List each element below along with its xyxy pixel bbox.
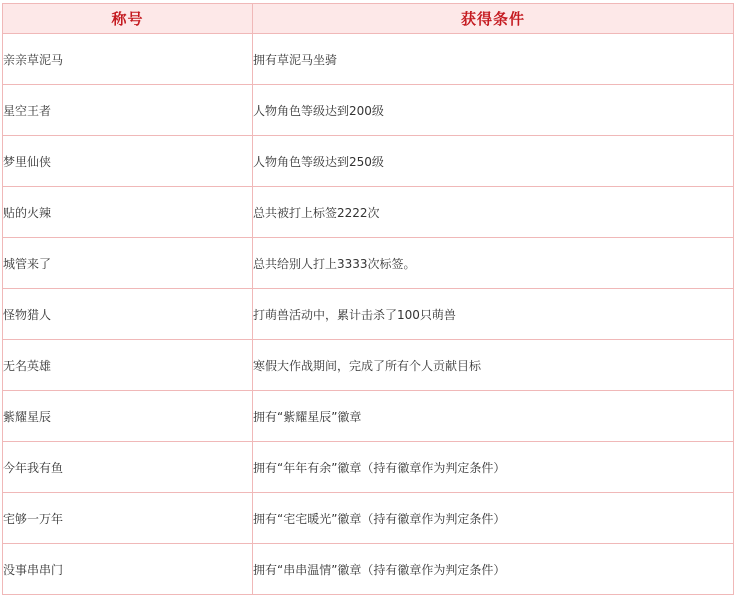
- header-title-column: 称号: [3, 4, 253, 34]
- title-cell: 怪物猎人: [3, 289, 253, 340]
- title-cell: 亲亲草泥马: [3, 34, 253, 85]
- condition-cell: 拥有“串串温情”徽章（持有徽章作为判定条件）: [253, 544, 734, 595]
- table-row: [3, 340, 734, 391]
- condition-cell: 人物角色等级达到250级: [253, 136, 734, 187]
- table-row: [3, 187, 734, 238]
- title-cell: 梦里仙侠: [3, 136, 253, 187]
- condition-cell: 拥有“宅宅暖光”徽章（持有徽章作为判定条件）: [253, 493, 734, 544]
- condition-cell: 人物角色等级达到200级: [253, 85, 734, 136]
- titles-table: [2, 3, 734, 595]
- table-row: [3, 493, 734, 544]
- title-cell: 贴的火辣: [3, 187, 253, 238]
- condition-cell: 拥有“年年有余”徽章（持有徽章作为判定条件）: [253, 442, 734, 493]
- title-cell: 星空王者: [3, 85, 253, 136]
- title-cell: 城管来了: [3, 238, 253, 289]
- table-row: [3, 34, 734, 85]
- title-cell: 无名英雄: [3, 340, 253, 391]
- header-condition-column: 获得条件: [253, 4, 734, 34]
- header-row: [3, 4, 734, 34]
- title-cell: 今年我有鱼: [3, 442, 253, 493]
- condition-cell: 寒假大作战期间，完成了所有个人贡献目标: [253, 340, 734, 391]
- table-row: [3, 544, 734, 595]
- condition-cell: 拥有草泥马坐骑: [253, 34, 734, 85]
- condition-cell: 打萌兽活动中，累计击杀了100只萌兽: [253, 289, 734, 340]
- table-row: [3, 289, 734, 340]
- table-row: [3, 136, 734, 187]
- table-row: [3, 238, 734, 289]
- title-cell: 紫耀星辰: [3, 391, 253, 442]
- table-row: [3, 442, 734, 493]
- condition-cell: 总共给别人打上3333次标签。: [253, 238, 734, 289]
- condition-cell: 拥有“紫耀星辰”徽章: [253, 391, 734, 442]
- title-cell: 没事串串门: [3, 544, 253, 595]
- title-cell: 宅够一万年: [3, 493, 253, 544]
- table-row: [3, 391, 734, 442]
- condition-cell: 总共被打上标签2222次: [253, 187, 734, 238]
- table-row: [3, 85, 734, 136]
